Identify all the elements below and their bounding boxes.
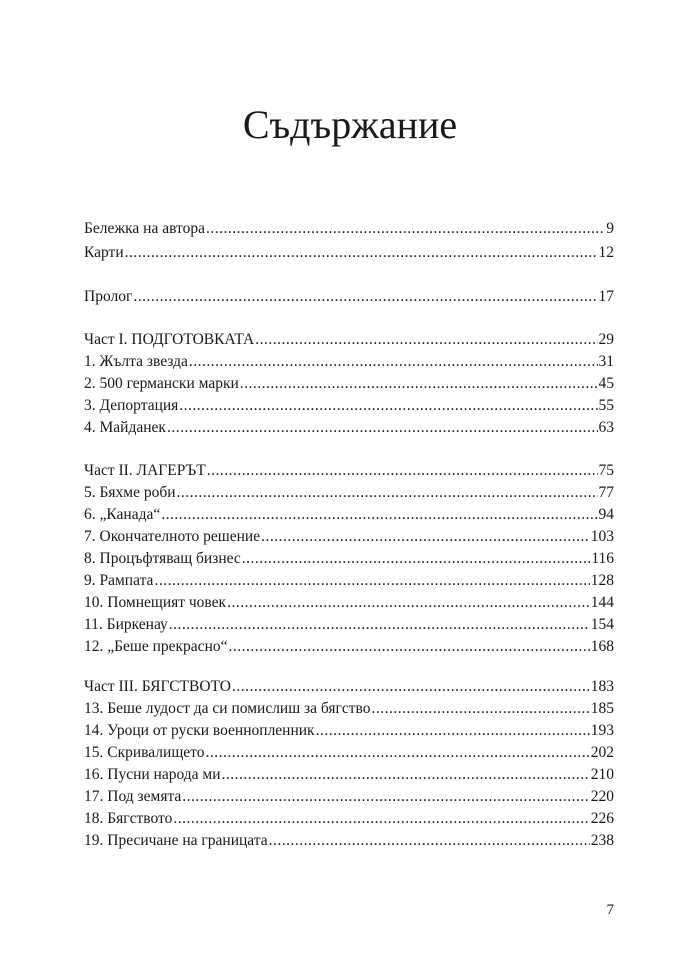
toc-leader-dots (206, 217, 605, 241)
toc-entry (84, 719, 614, 743)
toc-entry (84, 741, 614, 765)
toc-entry-label: 10. Помнещият човек (84, 594, 227, 611)
toc-leader-dots (133, 285, 597, 309)
toc-entry-label: Бележка на автора (84, 220, 205, 237)
toc-leader-dots (372, 697, 590, 721)
toc-leader-dots (179, 394, 597, 418)
toc-entry-label: 2. 500 германски марки (84, 375, 239, 392)
toc-entry (84, 613, 614, 637)
toc-entry-label: 19. Пресичане на границата (84, 832, 268, 849)
toc-entry (84, 763, 614, 787)
page-number: 7 (606, 902, 614, 918)
toc-entry-label: Пролог (84, 288, 133, 305)
toc-entry-page: 94 (598, 506, 614, 523)
toc-entry-label: 6. „Канада“ (84, 506, 161, 523)
toc-entry (84, 416, 614, 440)
toc-entry (84, 569, 614, 593)
toc-entry-page: 144 (590, 594, 614, 611)
toc-leader-dots (229, 635, 590, 659)
toc-entry-label: Част III. БЯГСТВОТО (84, 678, 231, 695)
toc-entry-label: Част I. ПОДГОТОВКАТА (84, 331, 255, 348)
toc-leader-dots (125, 241, 598, 265)
toc-entry-page: 103 (590, 528, 614, 545)
toc-leader-dots (154, 569, 589, 593)
toc-leader-dots (207, 459, 598, 483)
toc-entry-label: 8. Процъфтяващ бизнес (84, 550, 241, 567)
toc-entry-label: 9. Рампата (84, 572, 154, 589)
toc-leader-dots (316, 719, 590, 743)
toc-entry-page: 63 (598, 419, 614, 436)
toc-entry-page: 77 (598, 484, 614, 501)
toc-entry-label: 12. „Беше прекрасно“ (84, 638, 228, 655)
toc-leader-dots (205, 741, 589, 765)
page-title: Съдържание (242, 102, 458, 147)
toc-entry (84, 217, 614, 241)
toc-entry-page: 116 (591, 550, 614, 567)
toc-leader-dots (232, 675, 590, 699)
toc-entry-label: 14. Уроци от руски военнопленник (84, 722, 315, 739)
toc-entry-page: 193 (590, 722, 614, 739)
toc-entry-page: 75 (598, 462, 614, 479)
toc-part-heading (84, 459, 614, 483)
toc-entry-label: 16. Пусни народа ми (84, 766, 221, 783)
toc-entry-label: 11. Биркенау (84, 616, 168, 633)
toc-leader-dots (255, 328, 597, 352)
toc-entry-page: 17 (598, 288, 614, 305)
toc-entry (84, 829, 614, 853)
toc-leader-dots (222, 763, 590, 787)
toc-entry (84, 591, 614, 615)
toc-entry-page: 29 (598, 331, 614, 348)
toc-entry-label: 1. Жълта звезда (84, 353, 188, 370)
toc-entry-page: 202 (590, 744, 614, 761)
toc-entry (84, 350, 614, 374)
toc-entry-page: 55 (598, 397, 614, 414)
toc-entry-page: 12 (598, 244, 614, 261)
toc-leader-dots (182, 785, 589, 809)
toc-entry (84, 372, 614, 396)
toc-entry-label: 7. Окончателното решение (84, 528, 261, 545)
toc-entry-label: 5. Бяхме роби (84, 484, 176, 501)
toc-leader-dots (173, 807, 589, 831)
toc-entry (84, 807, 614, 831)
toc-leader-dots (242, 547, 591, 571)
toc-leader-dots (161, 503, 597, 527)
toc-entry-page: 128 (590, 572, 614, 589)
toc-entry-label: 4. Майданек (84, 419, 166, 436)
toc-leader-dots (240, 372, 598, 396)
toc-entry-page: 226 (590, 810, 614, 827)
toc-entry (84, 394, 614, 418)
toc-entry-label: 15. Скривалището (84, 744, 205, 761)
toc-entry-label: 18. Бягството (84, 810, 173, 827)
toc-entry-page: 183 (590, 678, 614, 695)
toc-entry-label: Част II. ЛАГЕРЪТ (84, 462, 206, 479)
toc-part-heading (84, 328, 614, 352)
toc-entry (84, 241, 614, 265)
toc-entry (84, 635, 614, 659)
toc-entry-label: 3. Депортация (84, 397, 179, 414)
toc-entry-label: Карти (84, 244, 124, 261)
toc-entry (84, 697, 614, 721)
toc-part-heading (84, 675, 614, 699)
toc-entry-page: 9 (606, 220, 614, 237)
toc-entry-page: 154 (590, 616, 614, 633)
toc-leader-dots (227, 591, 590, 615)
toc-leader-dots (261, 525, 590, 549)
toc-entry-page: 238 (590, 832, 614, 849)
toc-leader-dots (177, 481, 598, 505)
toc-leader-dots (169, 613, 590, 637)
toc-leader-dots (269, 829, 590, 853)
toc-entry-page: 31 (598, 353, 614, 370)
toc-entry-page: 185 (590, 700, 614, 717)
toc-entry (84, 547, 614, 571)
toc-leader-dots (189, 350, 598, 374)
toc-entry-label: 13. Беше лудост да си помислиш за бягство (84, 700, 371, 717)
toc-entry (84, 285, 614, 309)
toc-entry-label: 17. Под земята (84, 788, 182, 805)
toc-entry (84, 503, 614, 527)
toc-entry (84, 785, 614, 809)
toc-entry (84, 481, 614, 505)
toc-entry-page: 168 (590, 638, 614, 655)
toc-entry (84, 525, 614, 549)
toc-entry-page: 45 (598, 375, 614, 392)
toc-entry-page: 220 (590, 788, 614, 805)
toc-leader-dots (167, 416, 598, 440)
toc-entry-page: 210 (590, 766, 614, 783)
